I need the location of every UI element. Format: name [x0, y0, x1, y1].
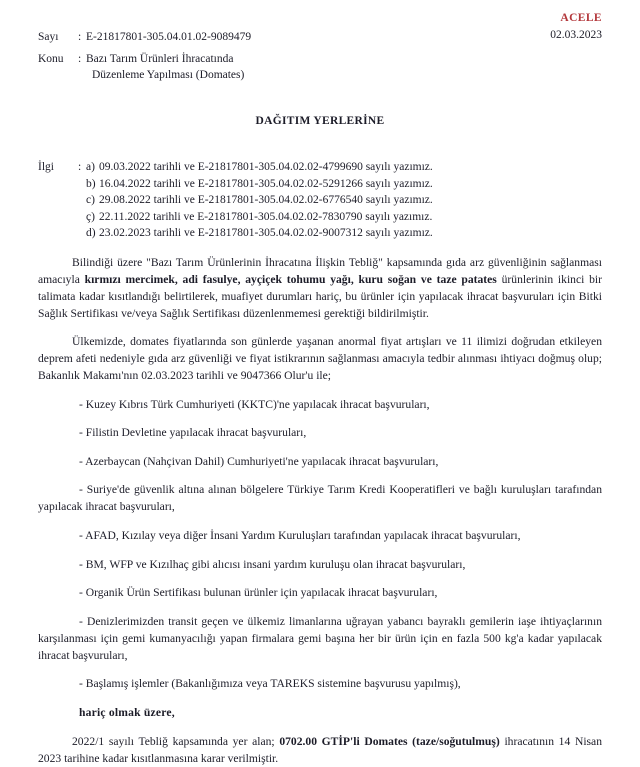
- ilgi-block: [38, 159, 602, 242]
- ilgi-marker: d): [86, 227, 96, 239]
- ilgi-text: 29.08.2022 tarihli ve E-21817801-305.04.02.02-6776540 sayılı yazımız.: [99, 194, 433, 206]
- konu-value-line1: Bazı Tarım Ürünleri İhracatında: [86, 53, 234, 65]
- konu-value: [86, 51, 602, 83]
- list-item: [86, 225, 602, 242]
- document-date: 02.03.2023: [550, 29, 602, 41]
- paragraph-1-part-2: ürünlerinin ikinci bir talimata kadar kısıtlandığı belirtilerek, muafiyet durumları hariç, bu ürünler için yapılacak ihracat başvuruları için Bitki Sağlık Sertifikası ve/veya Sağlık Sertifikası düzenlenmemesi gerektiği bildirilmiştir.: [38, 272, 602, 320]
- restricted-products-bold: kırmızı mercimek, adi fasulye, ayçiçek tohumu yağı, kuru soğan ve taze patates: [84, 272, 497, 286]
- ilgi-text: 09.03.2022 tarihli ve E-21817801-305.04.02.02-4799690 sayılı yazımız.: [99, 161, 433, 173]
- list-item: - Organik Ürün Sertifikası bulunan ürünler için yapılacak ihracat başvuruları,: [79, 586, 438, 600]
- list-item: [86, 159, 602, 176]
- konu-colon: :: [78, 53, 82, 65]
- list-item: [86, 192, 602, 209]
- list-item: - Suriye'de güvenlik altına alınan bölgelere Türkiye Tarım Kredi Kooperatifleri ve bağlı kuruluşları tarafından yapılacak ihracat başvuruları,: [38, 483, 602, 514]
- body-paragraph-1: [38, 254, 602, 322]
- ilgi-text: 16.04.2022 tarihli ve E-21817801-305.04.02.02-5291266 sayılı yazımız.: [99, 177, 433, 190]
- document-header: [38, 0, 602, 83]
- ilgi-text: 23.02.2023 tarihli ve E-21817801-305.04.02.02-9007312 sayılı yazımız.: [99, 227, 433, 239]
- body-final-paragraph: [38, 733, 602, 767]
- sayi-value: E-21817801-305.04.01.02-9089479: [86, 31, 252, 43]
- distribution-heading: DAĞITIM YERLERİNE: [255, 115, 385, 127]
- ilgi-list: [86, 159, 602, 242]
- ilgi-text: 22.11.2022 tarihli ve E-21817801-305.04.02.02-7830790 sayılı yazımız.: [99, 210, 433, 223]
- paragraph-1-part-1: Bilindiği üzere "Bazı Tarım Ürünlerinin İhracatına İlişkin Tebliğ" kapsamında gıda arz güvenliğinin sağlanması amacıyla: [38, 255, 602, 286]
- ilgi-marker: ç): [86, 210, 95, 223]
- list-item: - BM, WFP ve Kızılhaç gibi alıcısı insani yardım kuruluşu olan ihracat başvuruları,: [79, 557, 466, 571]
- konu-label: Konu: [38, 53, 64, 65]
- final-paragraph-part-2: ihracatının 14 Nisan 2023 tarihine kadar kısıtlanmasına karar verilmiştir.: [38, 734, 602, 765]
- list-item: - AFAD, Kızılay veya diğer İnsani Yardım Kuruluşları tarafından yapılacak ihracat başvuruları,: [79, 529, 521, 543]
- exclusion-note: hariç olmak üzere,: [79, 706, 175, 720]
- body-paragraph-2: Ülkemizde, domates fiyatlarında son günlerde yaşanan anormal fiyat artışları ve 11 ilimizi doğrudan etkileyen deprem afeti nedeniyle gıda arz güvenliği ve fiyat istikrarının sağlanması amacıyla tedbir alınması ihtiyacı doğmuş olup; Bakanlık Makamı'nın 02.03.2023 tarihli ve 9047366 Olur'u ile;: [38, 335, 602, 383]
- ilgi-marker: c): [86, 194, 95, 206]
- ilgi-label: İlgi: [38, 161, 54, 173]
- sayi-colon: :: [78, 31, 82, 43]
- ilgi-marker: b): [86, 177, 96, 190]
- konu-row: [38, 51, 602, 83]
- list-item: - Azerbaycan (Nahçivan Dahil) Cumhuriyeti'ne yapılacak ihracat başvuruları,: [79, 454, 439, 468]
- konu-value-line2: Düzenleme Yapılması (Domates): [92, 69, 245, 81]
- list-item: [86, 176, 602, 193]
- list-item: - Denizlerimizden transit geçen ve ülkemiz limanlarına uğrayan yabancı bayraklı gemilerin iaşe ihtiyaçlarının karşılanması için gemi kumanyacılığı yapan firmalara gemi başına her bir ürün için en fazla 500 kg'a kadar yapılacak ihracat başvuruları,: [38, 614, 602, 662]
- ilgi-marker: a): [86, 161, 95, 173]
- list-item: - Filistin Devletine yapılacak ihracat başvuruları,: [79, 426, 307, 440]
- sayi-label: Sayı: [38, 31, 59, 43]
- list-item: - Başlamış işlemler (Bakanlığımıza veya TAREKS sistemine başvurusu yapılmış),: [79, 677, 461, 691]
- sayi-row: [38, 29, 602, 45]
- final-paragraph-part-1: 2022/1 sayılı Tebliğ kapsamında yer alan;: [72, 734, 280, 748]
- list-item: - Kuzey Kıbrıs Türk Cumhuriyeti (KKTC)'ne yapılacak ihracat başvuruları,: [79, 397, 430, 411]
- urgency-badge: ACELE: [560, 12, 602, 24]
- gtip-product-bold: 0702.00 GTİP'li Domates (taze/soğutulmuş): [279, 734, 500, 748]
- list-item: [86, 209, 602, 226]
- ilgi-colon: :: [78, 161, 82, 173]
